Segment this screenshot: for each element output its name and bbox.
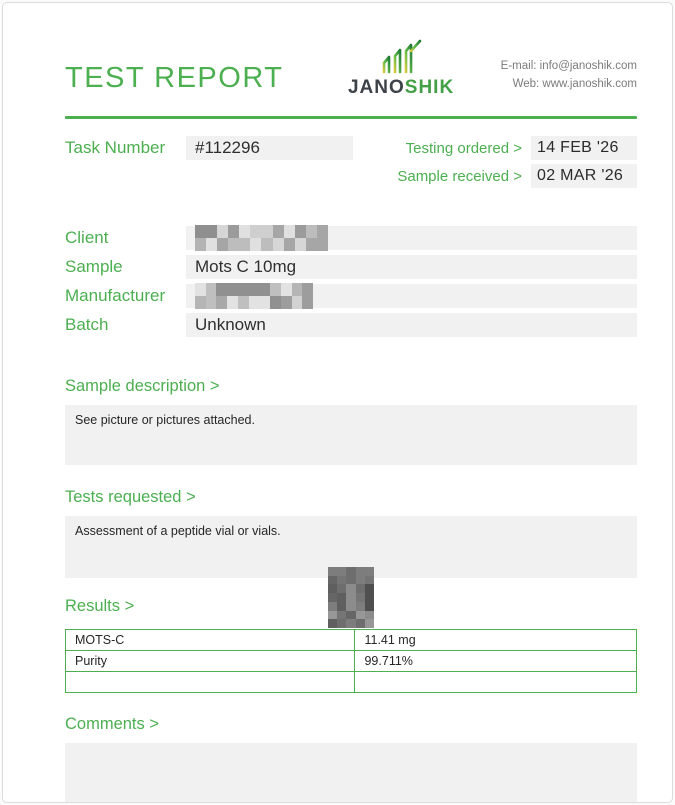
comments-box	[65, 743, 637, 803]
table-row	[66, 651, 637, 672]
mosaic-cell	[328, 567, 337, 576]
mosaic-cell	[273, 225, 284, 238]
tests-requested-box: Assessment of a peptide vial or vials.	[65, 516, 637, 578]
mosaic-cell	[227, 296, 238, 309]
contact-web: Web: www.janoshik.com	[512, 78, 637, 91]
mosaic-cell	[238, 296, 249, 309]
results-section	[65, 596, 637, 693]
report-page	[2, 2, 673, 803]
contact-email: E-mail: info@janoshik.com	[500, 60, 637, 73]
mosaic-cell	[337, 611, 346, 620]
batch-value: Unknown	[186, 313, 637, 337]
logo-wordmark	[348, 78, 454, 97]
mosaic-cell	[346, 584, 355, 593]
mosaic-cell	[356, 576, 365, 585]
batch-label: Batch	[65, 315, 109, 334]
mosaic-cell	[295, 238, 306, 251]
task-number-label: Task Number	[65, 138, 166, 157]
mosaic-cell	[227, 283, 238, 296]
mosaic-cell	[239, 238, 250, 251]
pixelated-sample-photo	[328, 567, 374, 628]
growth-chart-icon	[375, 39, 427, 77]
mosaic-cell	[337, 593, 346, 602]
mosaic-cell	[206, 283, 217, 296]
mosaic-cell	[249, 283, 260, 296]
sample-received-value: 02 MAR '26	[531, 164, 637, 188]
manufacturer-label: Manufacturer	[65, 286, 166, 305]
mosaic-cell	[195, 225, 206, 238]
mosaic-cell	[195, 296, 206, 309]
result-name-cell: MOTS-C	[66, 630, 355, 651]
results-heading: Results >	[65, 597, 135, 615]
logo-text-shik: SHIK	[404, 77, 455, 98]
contact-info	[501, 58, 637, 97]
mosaic-cell	[261, 238, 272, 251]
mosaic-cell	[195, 283, 206, 296]
info-row-sample	[65, 255, 637, 279]
info-row-manufacturer	[65, 284, 637, 308]
mosaic-cell	[365, 584, 374, 593]
sample-received-label: Sample received >	[397, 167, 522, 185]
mosaic-cell	[337, 576, 346, 585]
mosaic-cell	[328, 576, 337, 585]
comments-heading: Comments >	[65, 715, 159, 733]
mosaic-cell	[337, 584, 346, 593]
mosaic-cell	[239, 225, 250, 238]
mosaic-cell	[270, 296, 281, 309]
mosaic-cell	[365, 619, 374, 628]
table-row	[66, 672, 637, 693]
mosaic-cell	[306, 225, 317, 238]
testing-ordered-row	[406, 136, 637, 160]
mosaic-cell	[365, 602, 374, 611]
mosaic-cell	[317, 238, 328, 251]
pixelated-redaction	[195, 283, 313, 309]
mosaic-cell	[206, 296, 217, 309]
mosaic-cell	[328, 593, 337, 602]
mosaic-cell	[365, 593, 374, 602]
testing-ordered-label: Testing ordered >	[405, 139, 522, 157]
mosaic-cell	[261, 225, 272, 238]
manufacturer-value	[186, 284, 637, 308]
mosaic-cell	[365, 576, 374, 585]
result-value-cell: 99.711%	[355, 651, 637, 672]
mosaic-cell	[216, 296, 227, 309]
mosaic-cell	[292, 296, 303, 309]
mosaic-cell	[217, 225, 228, 238]
mosaic-cell	[281, 283, 292, 296]
sample-description-box: See picture or pictures attached.	[65, 405, 637, 465]
mosaic-cell	[238, 283, 249, 296]
task-number-row	[65, 136, 353, 160]
mosaic-cell	[328, 584, 337, 593]
mosaic-cell	[337, 602, 346, 611]
results-table	[65, 629, 637, 693]
mosaic-cell	[216, 283, 227, 296]
mosaic-cell	[337, 567, 346, 576]
mosaic-cell	[250, 225, 261, 238]
report-header	[65, 3, 637, 97]
mosaic-cell	[228, 225, 239, 238]
mosaic-cell	[346, 611, 355, 620]
mosaic-cell	[346, 576, 355, 585]
janoshik-logo	[348, 39, 454, 97]
mosaic-cell	[302, 283, 313, 296]
result-name-cell	[66, 672, 355, 693]
mosaic-cell	[281, 296, 292, 309]
page-title: TEST REPORT	[65, 62, 284, 94]
pixelated-redaction	[195, 225, 328, 251]
table-row	[66, 630, 637, 651]
sample-value: Mots C 10mg	[186, 255, 637, 279]
client-value	[186, 226, 637, 250]
result-value-cell: 11.41 mg	[355, 630, 637, 651]
sample-label: Sample	[65, 257, 123, 276]
mosaic-cell	[306, 238, 317, 251]
tests-requested-heading: Tests requested >	[65, 488, 196, 506]
mosaic-cell	[356, 567, 365, 576]
mosaic-cell	[365, 567, 374, 576]
mosaic-cell	[346, 567, 355, 576]
info-rows	[65, 226, 637, 337]
sample-received-row	[397, 164, 637, 188]
info-row-batch	[65, 313, 637, 337]
mosaic-cell	[328, 619, 337, 628]
mosaic-cell	[365, 611, 374, 620]
mosaic-cell	[217, 238, 228, 251]
mosaic-cell	[328, 611, 337, 620]
mosaic-cell	[346, 619, 355, 628]
mosaic-cell	[356, 593, 365, 602]
mosaic-cell	[270, 283, 281, 296]
sample-description-heading: Sample description >	[65, 377, 220, 395]
mosaic-cell	[284, 225, 295, 238]
header-divider	[65, 116, 637, 119]
mosaic-cell	[273, 238, 284, 251]
mosaic-cell	[284, 238, 295, 251]
result-name-cell: Purity	[66, 651, 355, 672]
mosaic-cell	[356, 619, 365, 628]
mosaic-cell	[206, 238, 217, 251]
mosaic-cell	[228, 238, 239, 251]
mosaic-cell	[259, 296, 270, 309]
mosaic-cell	[292, 283, 303, 296]
mosaic-cell	[250, 238, 261, 251]
mosaic-cell	[195, 238, 206, 251]
mosaic-cell	[317, 225, 328, 238]
mosaic-cell	[249, 296, 260, 309]
result-value-cell	[355, 672, 637, 693]
mosaic-cell	[346, 602, 355, 611]
dates-block	[397, 136, 637, 188]
mosaic-cell	[356, 611, 365, 620]
mosaic-cell	[356, 584, 365, 593]
mosaic-cell	[302, 296, 313, 309]
client-label: Client	[65, 228, 109, 247]
task-number-value: #112296	[186, 136, 353, 160]
testing-ordered-value: 14 FEB '26	[531, 136, 637, 160]
logo-text-jano: JANO	[347, 77, 405, 98]
mosaic-cell	[206, 225, 217, 238]
mosaic-cell	[328, 602, 337, 611]
meta-section	[65, 136, 637, 188]
mosaic-cell	[346, 593, 355, 602]
mosaic-cell	[259, 283, 270, 296]
mosaic-cell	[356, 602, 365, 611]
mosaic-cell	[337, 619, 346, 628]
info-row-client	[65, 226, 637, 250]
mosaic-cell	[295, 225, 306, 238]
